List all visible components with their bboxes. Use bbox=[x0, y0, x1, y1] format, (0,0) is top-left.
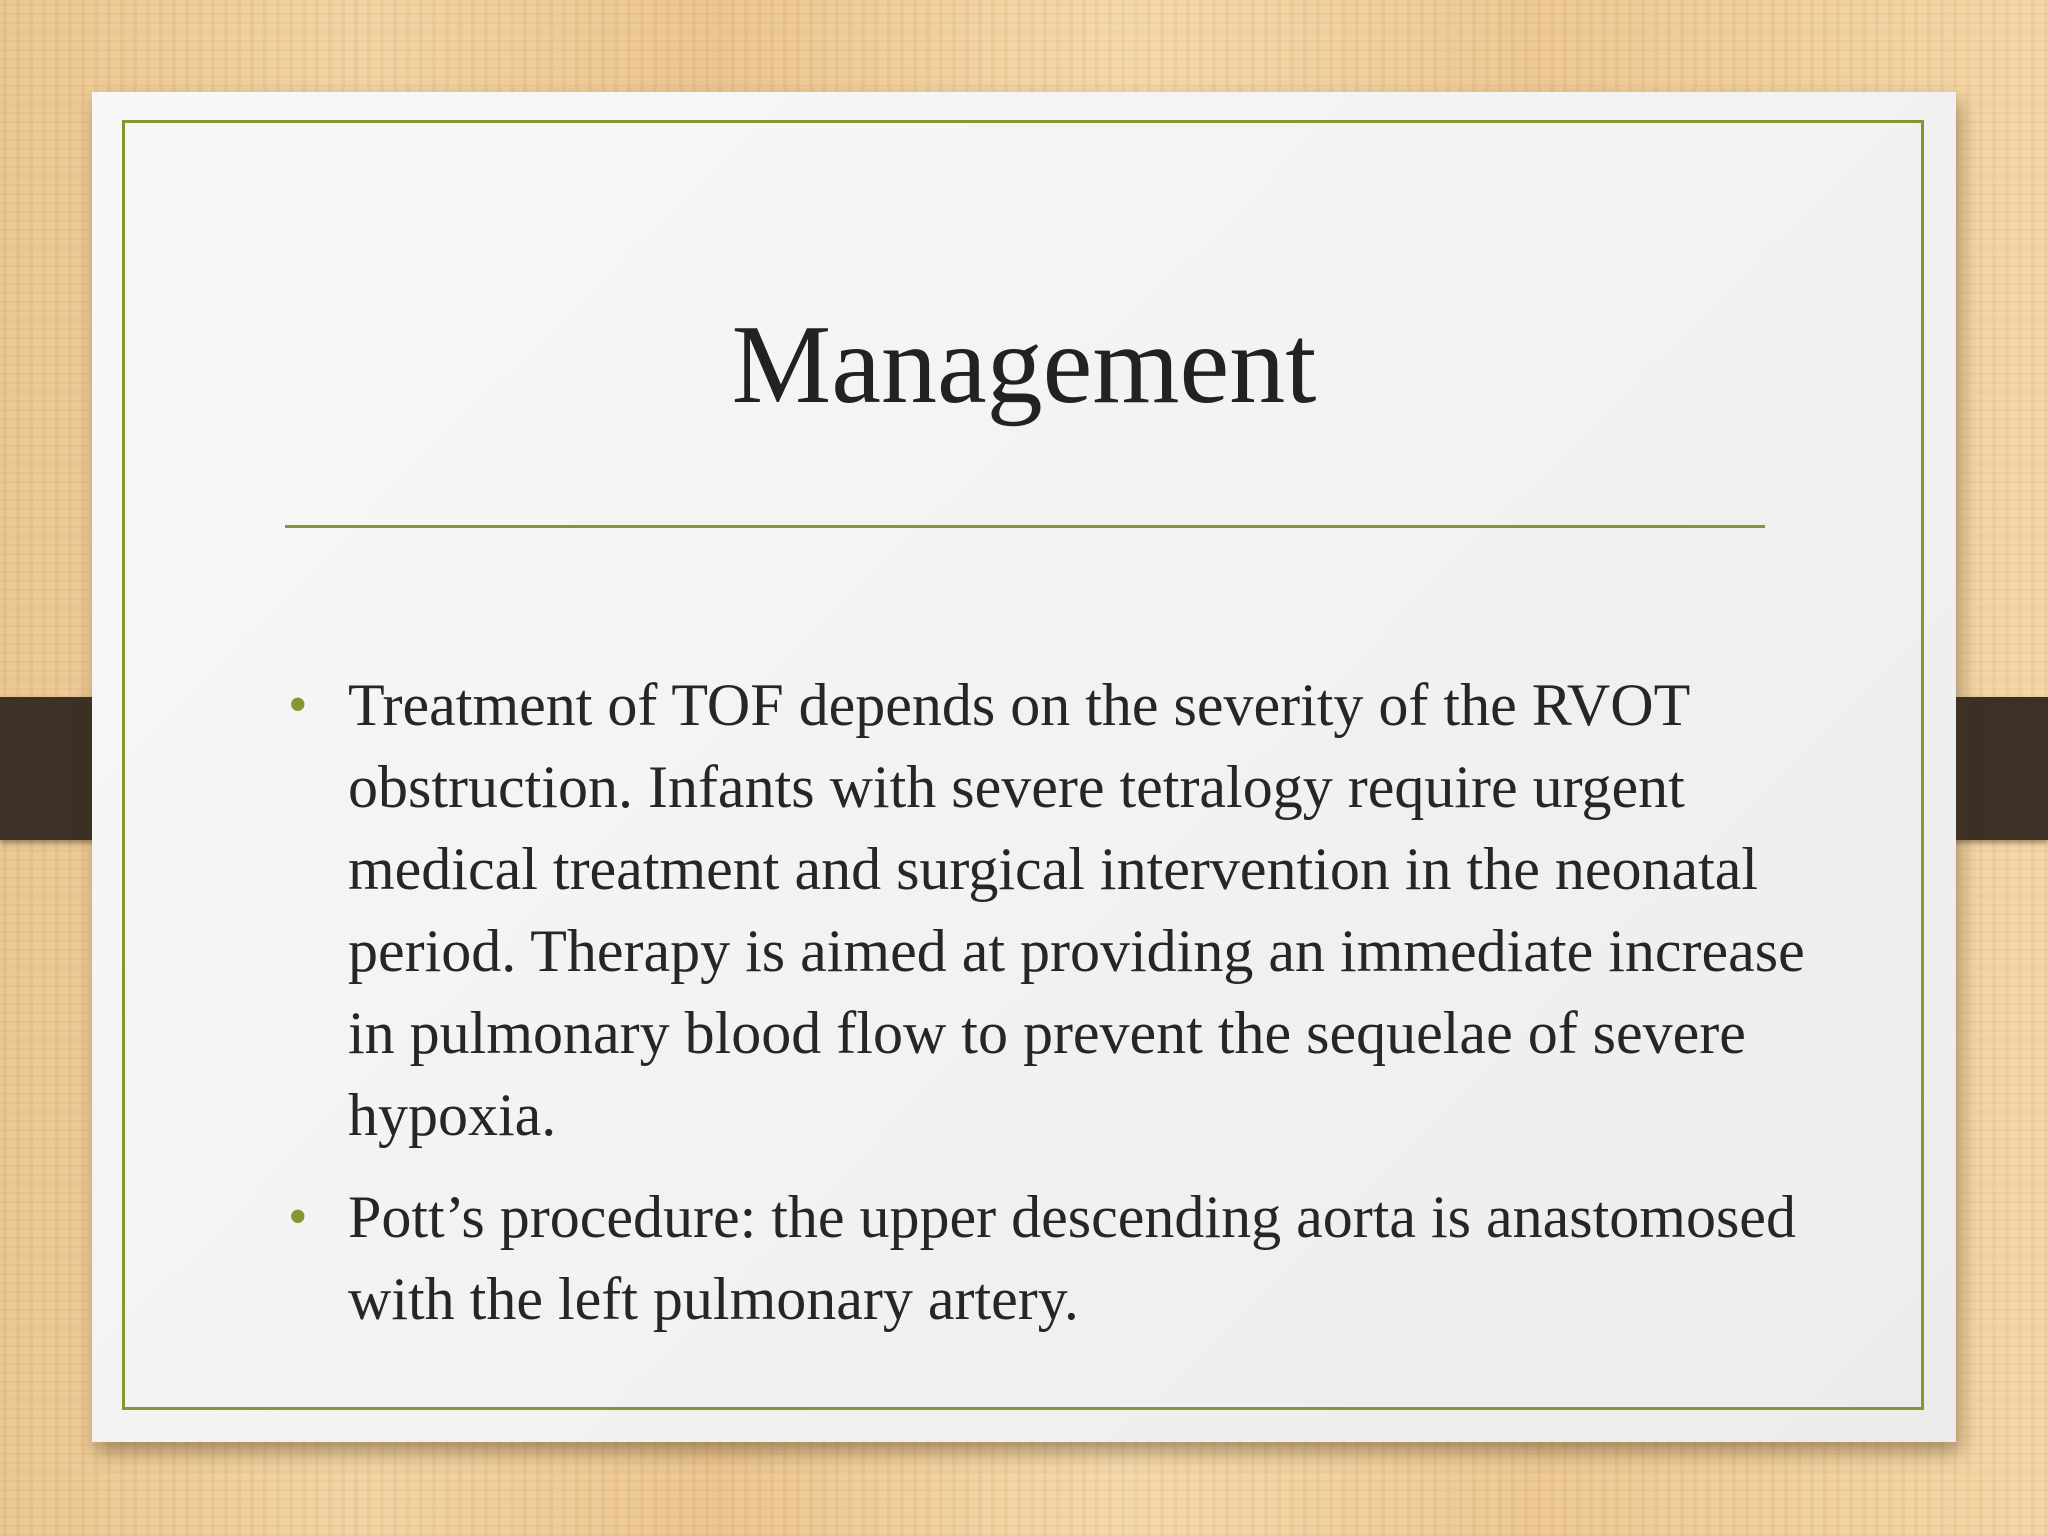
bullet-text: Pott’s procedure: the upper descending aorta is anastomosed with the left pulmonary artery. bbox=[348, 1184, 1796, 1332]
title-divider bbox=[285, 525, 1765, 528]
bullet-dot-icon: • bbox=[288, 674, 308, 736]
bullet-text: Treatment of TOF depends on the severity of the RVOT obstruction. Infants with severe tetralogy require urgent medical treatment and surgical intervention in the neonatal period. Therapy is aimed at providing an immediate increase in pulmonary blood flow to prevent the sequelae of severe hypoxia. bbox=[348, 672, 1805, 1148]
bullet-list bbox=[288, 664, 1828, 1360]
bullet-item-potts-procedure bbox=[288, 1176, 1828, 1340]
slide-paper bbox=[92, 92, 1956, 1442]
bullet-dot-icon: • bbox=[288, 1186, 308, 1248]
slide-title: Management bbox=[731, 303, 1317, 427]
bullet-item-treatment bbox=[288, 664, 1828, 1156]
